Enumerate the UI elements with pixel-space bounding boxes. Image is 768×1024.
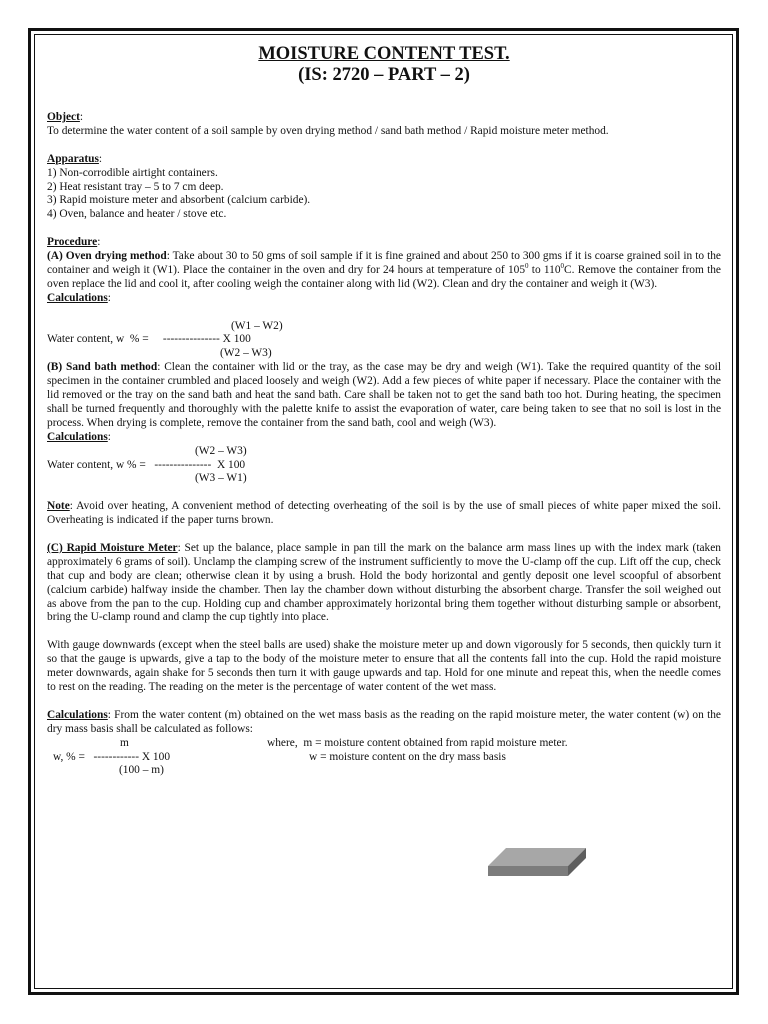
calc3-heading: Calculations	[47, 708, 108, 721]
procedure-heading: Procedure	[47, 236, 98, 249]
formula-numerator: m	[120, 736, 129, 749]
apparatus-item: 4) Oven, balance and heater / stove etc.	[47, 208, 227, 221]
calc2-heading-line: Calculations:	[47, 430, 111, 443]
calc3-text: : From the water content (m) obtained on the wet mass basis as the reading on the rapid moisture meter, the water content (w) on the dry mass basis shall be calculated as follows:	[47, 708, 721, 735]
formula-denominator: (100 – m)	[119, 764, 164, 777]
apparatus-item: 3) Rapid moisture meter and absorbent (calcium carbide).	[47, 194, 311, 207]
calc3-paragraph	[47, 709, 721, 737]
object-heading-line: Object:	[47, 111, 84, 123]
object-heading: Object	[47, 111, 80, 123]
degree-superscript: 0	[525, 261, 529, 270]
document-page	[47, 44, 721, 778]
sand-bath-paragraph	[47, 361, 721, 431]
note-text: : Avoid over heating, A convenient method of detecting overheating of the soil is by the use of small pieces of white paper mixed the soil. Overheating is indicated if the paper turns brown.	[47, 500, 721, 527]
oven-drying-label: (A) Oven drying method	[47, 250, 167, 263]
calc1-heading: Calculations	[47, 291, 108, 304]
apparatus-item: 1) Non-corrodible airtight containers.	[47, 166, 218, 179]
document-title: MOISTURE CONTENT TEST.	[258, 44, 510, 64]
formula-denominator: (W2 – W3)	[220, 347, 272, 360]
oven-drying-paragraph	[47, 250, 721, 292]
rapid-meter-paragraph-2: With gauge downwards (except when the steel balls are used) shake the moisture meter up and down vigorously for 5 seconds, then quickly turn it so that the gauge is upwards, give a tap to the body of the moisture meter to ensure that all the contents fall into the cup. Hold the rapid moisture meter downwards, again shake for 5 seconds then turn it with gauge upwards and tap. Hold for one minute and repeat this, when the needle comes to rest on the reading. The reading on the meter is the percentage of water content of the wet mass.	[47, 639, 721, 693]
note-paragraph	[47, 500, 721, 528]
degree-superscript: 0	[560, 261, 565, 270]
oven-formula	[47, 320, 721, 362]
formula-denominator: (W3 – W1)	[195, 472, 247, 485]
rapid-meter-label: (C) Rapid Moisture Meter	[47, 541, 178, 554]
sand-formula	[47, 445, 721, 487]
rapid-meter-paragraph	[47, 542, 721, 625]
oven-drying-text-a: : Take about 30 to 50 gms of soil sample if it is fine grained and about 250 to 300 gms if it is coarse grained soil in to the container and weigh it (W1). Place the container in the oven and dry for 24 hours at temperature of 105	[47, 250, 721, 276]
document-subtitle: (IS: 2720 – PART – 2)	[298, 65, 470, 85]
apparatus-heading-line: Apparatus:	[47, 152, 103, 165]
note-heading: Note	[47, 500, 70, 513]
oven-drying-text-b: to 110	[528, 263, 561, 276]
formula-numerator: (W2 – W3)	[195, 444, 247, 457]
decorative-3d-box-graphic	[488, 848, 586, 876]
rapid-formula	[47, 737, 721, 779]
object-text: To determine the water content of a soil sample by oven drying method / sand bath method / Rapid moisture meter method.	[47, 124, 609, 137]
calc2-heading: Calculations	[47, 430, 108, 443]
oven-drying-text-c: C. Remove the container from the oven replace the lid and cool it, after cooling weigh the container along with lid (W2). Clean and dry the container and weigh it (W3).	[47, 263, 721, 290]
sand-bath-text: : Clean the container with lid or the tray, as the case may be dry and weigh (W1). Take the required quantity of the soil specimen in the container crumbled and placed loosely and weigh (W2). Add a few pieces of white paper if necessary. Place the container with the lid removed or the tray on the sand bath and heat the sand bath. Care shall be taken not to get the sand bath too hot. During heating, the specimen shall be turned frequently and thoroughly with the palette knife to assist the evaporation of water, care being taken to see that no soil is lost in the process. When drying is complete, remove the container from the sand bath, cool and weigh (W3).	[47, 361, 721, 429]
formula-lhs: w, % = ------------ X 100	[53, 750, 171, 763]
apparatus-heading: Apparatus	[47, 152, 99, 165]
procedure-heading-line: Procedure:	[47, 236, 101, 249]
rapid-meter-text: : Set up the balance, place sample in pan till the mark on the balance arm mass lines up with the index mark (taken approximately 6 grams of soil). Unclamp the clamping screw of the instrument sufficiently to move the U-clamp off the cup. Lift off the cup, check that cup and body are clean; otherwise clean it by using a brush. Hold the body horizontal and gently deposit one level scoopful of absorbent (calcium carbide) halfway inside the chamber. Then lay the chamber down without disturbing the absorbent charge. Transfer the soil weighed out as above from the pan to the cup. Holding cup and chamber approximately horizontal bring them together without disturbing sample or absorbent, bring the U-clamp round and clamp the cup tightly into place.	[47, 541, 721, 624]
apparatus-item: 2) Heat resistant tray – 5 to 7 cm deep.	[47, 180, 224, 193]
formula-numerator: (W1 – W2)	[231, 319, 283, 332]
formula-lhs: Water content, w % = --------------- X 100	[47, 333, 251, 346]
formula-where-1: where, m = moisture content obtained from rapid moisture meter.	[267, 736, 568, 749]
sand-bath-label: (B) Sand bath method	[47, 361, 158, 374]
formula-where-2: w = moisture content on the dry mass basis	[309, 750, 506, 763]
formula-lhs: Water content, w % = --------------- X 100	[47, 458, 246, 471]
calc1-heading-line: Calculations:	[47, 291, 111, 304]
